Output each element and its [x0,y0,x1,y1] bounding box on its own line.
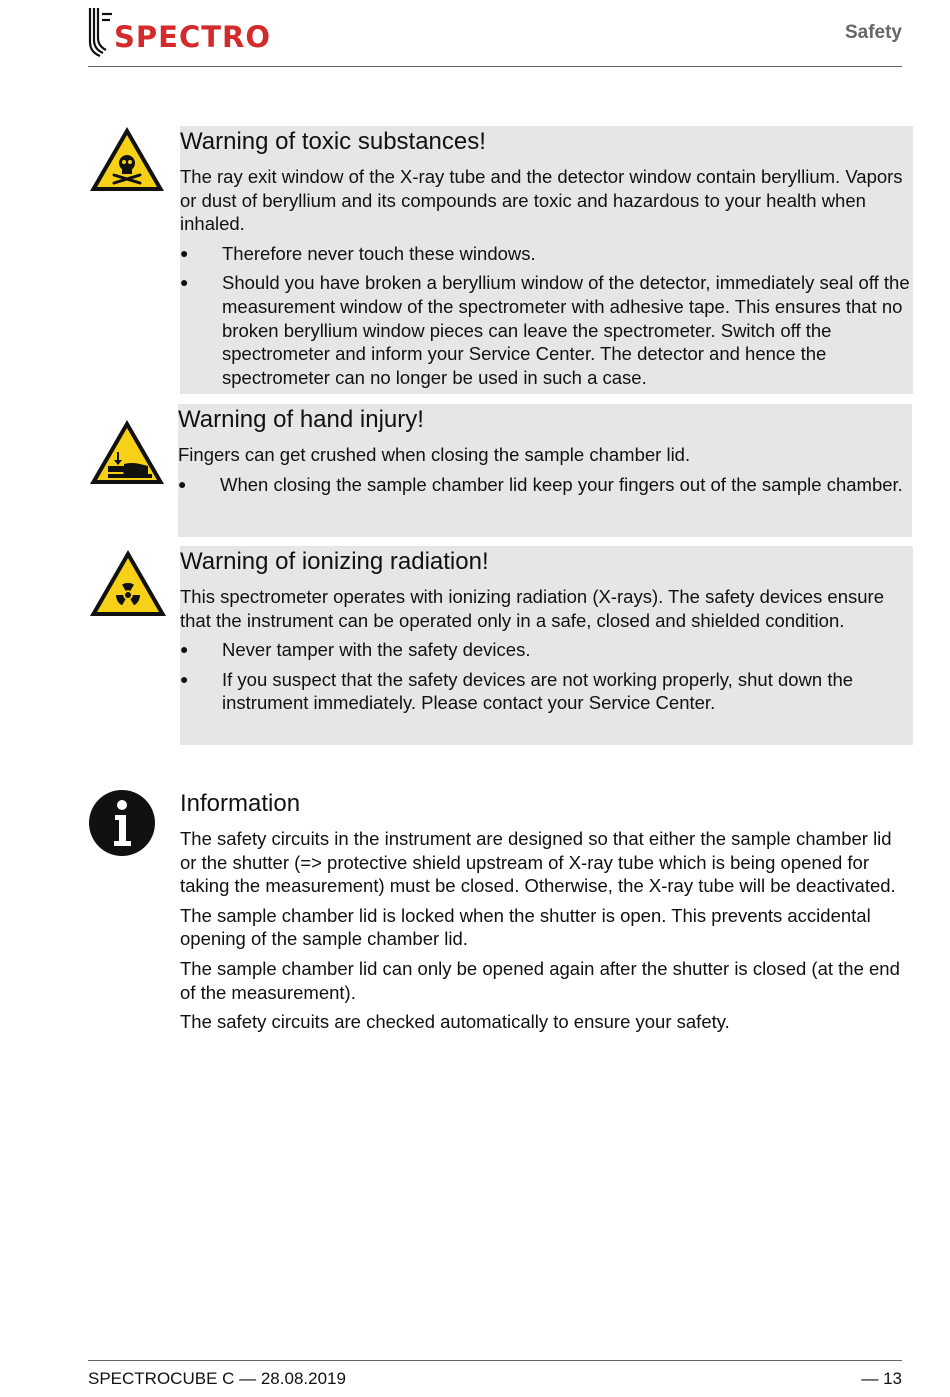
warning-text: Fingers can get crushed when closing the sample chamber lid. [178,444,691,465]
warning-radiation-box [180,546,913,745]
hand-injury-warning-icon [88,418,166,486]
information-title: Information [180,790,301,817]
radiation-warning-icon [88,548,168,618]
warning-bullets [178,473,912,497]
page-footer [88,1360,902,1388]
warning-bullets [180,638,913,715]
spectro-logo [88,6,278,60]
warning-text: This spectrometer operates with ionizing radiation (X-rays). The safety devices ensure that the instrument can be operated only in a safe, closed and shielded condition. [180,586,885,631]
warning-toxic-box [180,126,913,394]
information-paragraph: The safety circuits in the instrument are designed so that either the sample chamber lid or the shutter (=> protective shield upstream of X-ray tube which is being opened for taking the measurement) must be closed. Otherwise, the X-ray tube will be deactivated. [180,828,896,897]
page-header [88,0,902,67]
warning-title: Warning of hand injury! [178,406,424,433]
warning-hand-box [178,404,912,537]
logo-text: SPECTRO [114,20,271,54]
document-title: SPECTROCUBE C — 28.08.2019 [88,1369,346,1388]
logo-lines-icon [88,6,114,60]
list-item: ● Should you have broken a beryllium window of the detector, immediately seal off the measurement window of the spectrometer with adhesive tape. This ensures that no broken beryllium window pieces can leave the spectrometer. Switch off the spectrometer and inform your Service Center. The detector and hence the spectrometer can no longer be used in such a case. [180,271,913,389]
list-item: ● If you suspect that the safety devices are not working properly, shut down the instrument immediately. Please contact your Service Center. [180,668,913,715]
information-section [180,790,900,1034]
toxic-warning-icon [88,125,166,193]
list-item: ● Therefore never touch these windows. [180,242,913,266]
information-paragraph: The safety circuits are checked automatically to ensure your safety. [180,1011,730,1033]
warning-title: Warning of toxic substances! [180,128,486,155]
page-number: — 13 [861,1369,902,1388]
list-item: ● Never tamper with the safety devices. [180,638,913,662]
warning-bullets [180,242,913,390]
information-paragraph: The sample chamber lid can only be opened again after the shutter is closed (at the end of the measurement). [180,957,900,1003]
section-title: Safety [844,22,902,43]
list-item: ● When closing the sample chamber lid keep your fingers out of the sample chamber. [178,473,912,497]
information-icon [88,789,156,857]
warning-title: Warning of ionizing radiation! [180,548,489,575]
information-paragraph: The sample chamber lid is locked when the shutter is open. This prevents accidental opening of the sample chamber lid. [180,904,871,950]
warning-text: The ray exit window of the X-ray tube and the detector window contain beryllium. Vapors or dust of beryllium and its compounds are toxic and hazardous to your health when inhaled. [180,166,903,235]
